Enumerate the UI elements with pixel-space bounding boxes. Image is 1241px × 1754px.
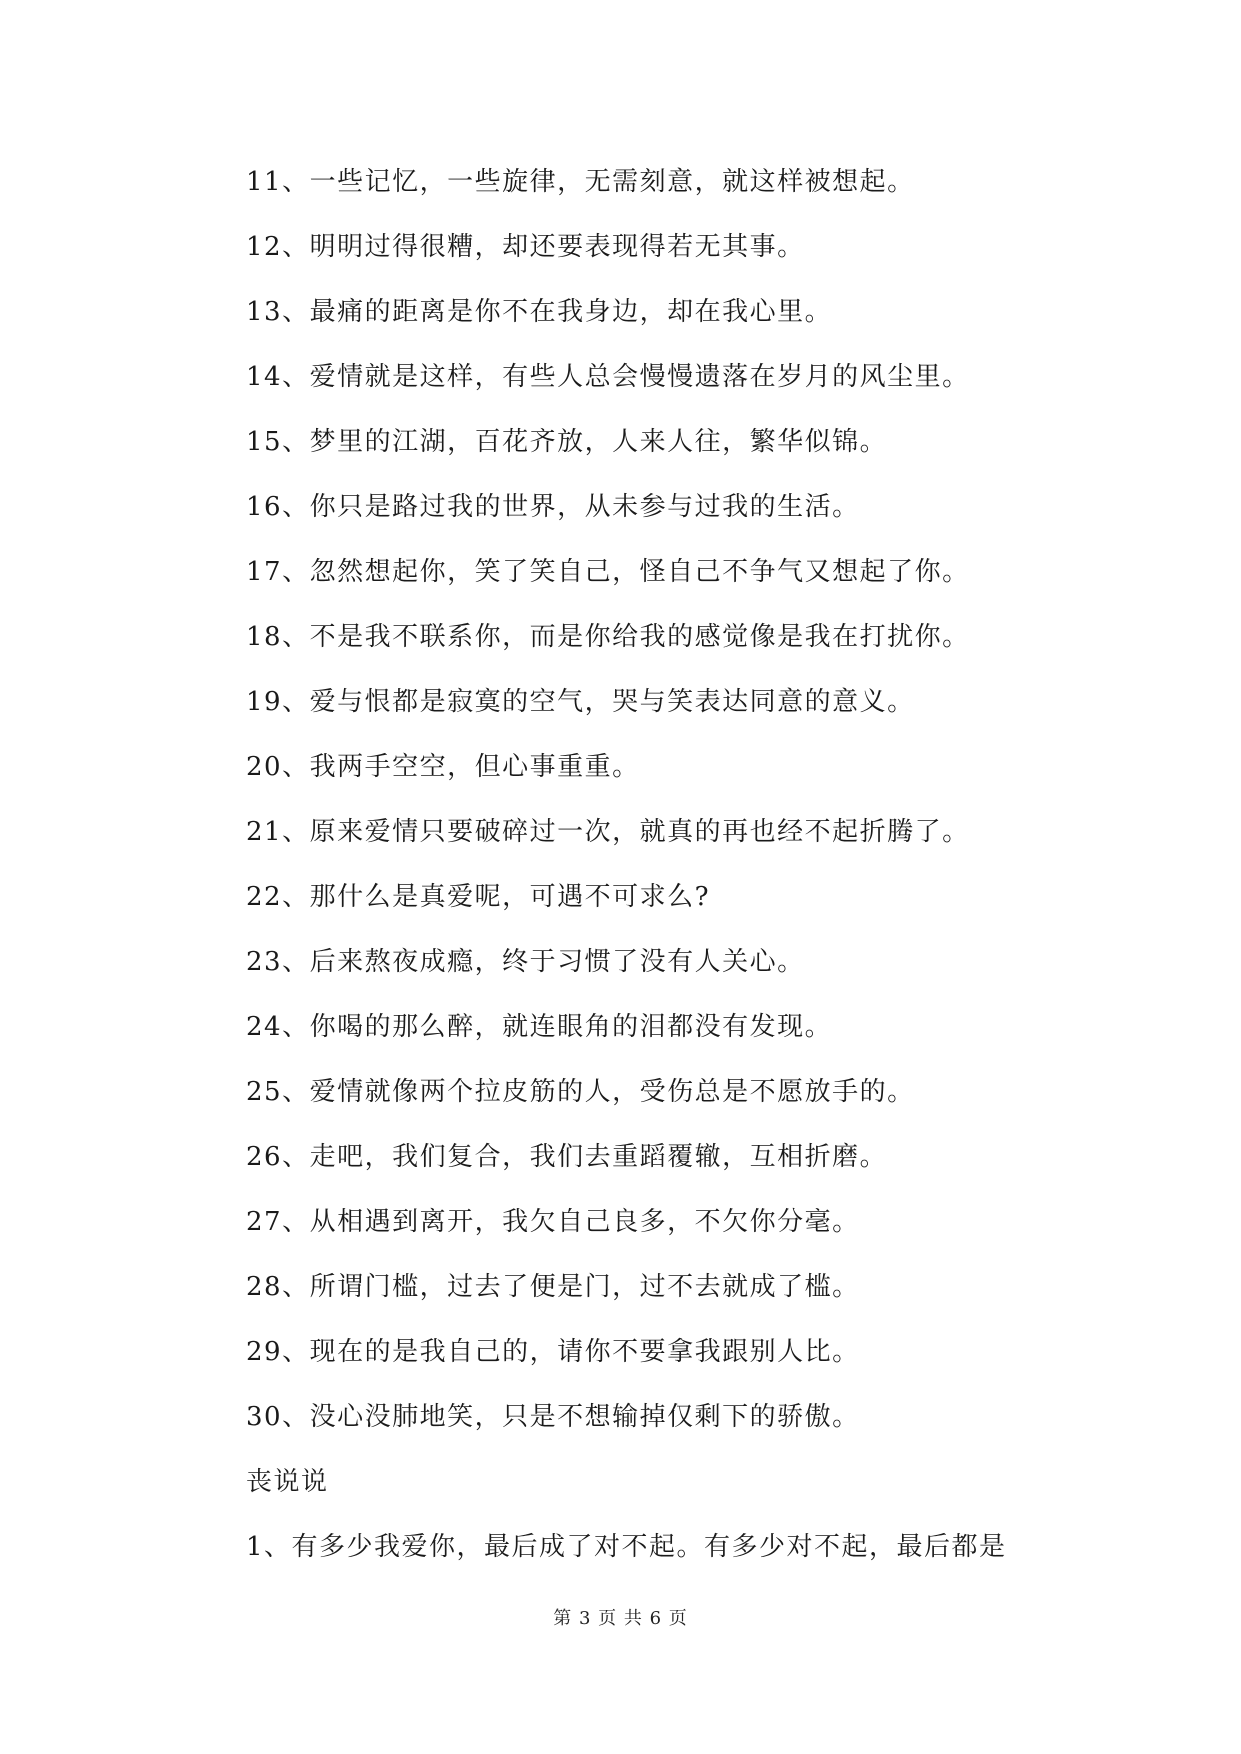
text-line: 19、爱与恨都是寂寞的空气，哭与笑表达同意的意义。 [246,687,915,717]
text-line: 1、有多少我爱你，最后成了对不起。有多少对不起，最后都是 [246,1532,1007,1562]
text-line: 21、原来爱情只要破碎过一次，就真的再也经不起折腾了。 [246,817,970,847]
text-line: 20、我两手空空，但心事重重。 [246,752,640,782]
text-line: 14、爱情就是这样，有些人总会慢慢遗落在岁月的风尘里。 [246,362,970,392]
text-line: 13、最痛的距离是你不在我身边，却在我心里。 [246,297,833,327]
text-line: 30、没心没肺地笑，只是不想输掉仅剩下的骄傲。 [246,1402,860,1432]
text-line: 16、你只是路过我的世界，从未参与过我的生活。 [246,492,860,522]
text-line: 15、梦里的江湖，百花齐放，人来人往，繁华似锦。 [246,427,888,457]
text-line: 27、从相遇到离开，我欠自己良多，不欠你分毫。 [246,1207,860,1237]
text-line: 23、后来熬夜成瘾，终于习惯了没有人关心。 [246,947,805,977]
text-line: 22、那什么是真爱呢，可遇不可求么? [246,882,711,912]
text-line: 26、走吧，我们复合，我们去重蹈覆辙，互相折磨。 [246,1142,888,1172]
text-line: 12、明明过得很糟，却还要表现得若无其事。 [246,232,805,262]
text-line: 24、你喝的那么醉，就连眼角的泪都没有发现。 [246,1012,833,1042]
page-footer: 第 3 页 共 6 页 [553,1608,688,1629]
text-line: 11、一些记忆，一些旋律，无需刻意，就这样被想起。 [246,167,915,197]
text-line: 17、忽然想起你，笑了笑自己，怪自己不争气又想起了你。 [246,557,970,587]
text-line: 29、现在的是我自己的，请你不要拿我跟别人比。 [246,1337,860,1367]
text-line: 28、所谓门槛，过去了便是门，过不去就成了槛。 [246,1272,860,1302]
text-line: 18、不是我不联系你，而是你给我的感觉像是我在打扰你。 [246,622,970,652]
text-body [246,156,1106,1586]
section-heading: 丧说说 [246,1467,329,1497]
text-line: 25、爱情就像两个拉皮筋的人，受伤总是不愿放手的。 [246,1077,915,1107]
